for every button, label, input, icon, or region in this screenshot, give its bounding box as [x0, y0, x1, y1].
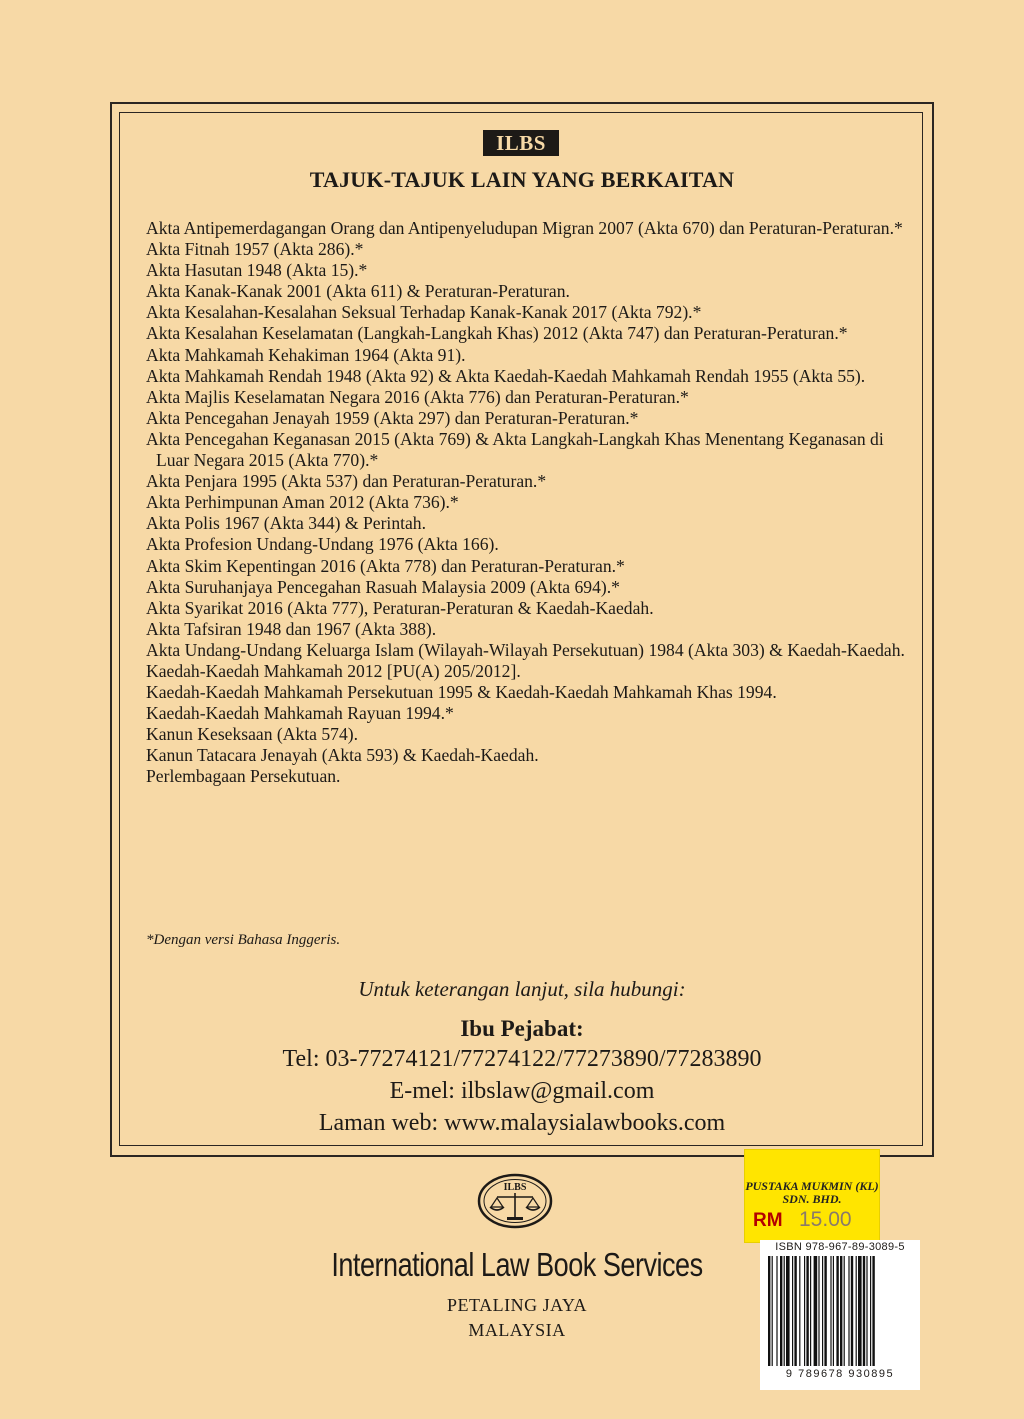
barcode-icon: [768, 1256, 912, 1366]
barcode-bar: [830, 1256, 831, 1366]
barcode-bar: [822, 1256, 823, 1366]
barcode-bar: [824, 1256, 826, 1366]
list-item: Kaedah-Kaedah Mahkamah 2012 [PU(A) 205/2012].: [146, 660, 521, 681]
barcode-bar: [768, 1256, 770, 1366]
barcode-bar: [833, 1256, 834, 1366]
list-item: Akta Mahkamah Rendah 1948 (Akta 92) & Akta Kaedah-Kaedah Mahkamah Rendah 1955 (Akta 55).: [146, 365, 866, 386]
barcode-bar: [818, 1256, 819, 1366]
sticker-shop-line2: SDN. BHD.: [782, 1192, 842, 1206]
sticker-price: 15.00: [799, 1208, 852, 1231]
list-item: Akta Tafsiran 1948 dan 1967 (Akta 388).: [146, 618, 437, 639]
related-titles-list: [146, 218, 906, 788]
list-item: Kanun Tatacara Jenayah (Akta 593) & Kaedah-Kaedah.: [146, 745, 539, 766]
contact-intro: Untuk keterangan lanjut, sila hubungi:: [358, 977, 686, 1001]
sticker-currency: RM: [753, 1210, 783, 1231]
list-item: Akta Kanak-Kanak 2001 (Akta 611) & Peraturan-Peraturan.: [146, 281, 570, 302]
list-item: Akta Kesalahan-Kesalahan Seksual Terhadap Kanak-Kanak 2017 (Akta 792).*: [146, 302, 702, 323]
barcode-bar: [866, 1256, 867, 1366]
list-item: Akta Penjara 1995 (Akta 537) dan Peraturan-Peraturan.*: [146, 471, 547, 492]
list-item: Akta Antipemerdagangan Orang dan Antipenyeludupan Migran 2007 (Akta 670) dan Peraturan-Peraturan.*: [146, 218, 903, 238]
list-item: Akta Majlis Keselamatan Negara 2016 (Akta 776) dan Peraturan-Peraturan.*: [146, 386, 689, 407]
price-sticker: [745, 1150, 879, 1242]
barcode-bar: [844, 1256, 845, 1366]
barcode-bar: [806, 1256, 808, 1366]
list-item: Perlembagaan Persekutuan.: [146, 766, 341, 787]
barcode-bar: [776, 1256, 777, 1366]
sticker-shop-name: [745, 1180, 879, 1206]
contact-telephone: Tel: 03-77274121/77274122/77273890/77283890: [282, 1046, 762, 1072]
barcode-bar: [836, 1256, 838, 1366]
barcode-bar: [794, 1256, 796, 1366]
list-item: Akta Kesalahan Keselamatan (Langkah-Langkah Khas) 2012 (Akta 747) dan Peraturan-Peraturan.*: [146, 323, 848, 344]
list-item: Akta Skim Kepentingan 2016 (Akta 778) dan Peraturan-Peraturan.*: [146, 555, 625, 576]
barcode-bar: [814, 1256, 818, 1366]
contact-email: E-mel: ilbslaw@gmail.com: [389, 1078, 655, 1104]
list-item: Akta Profesion Undang-Undang 1976 (Akta 166).: [146, 534, 499, 555]
barcode-bar: [784, 1256, 785, 1366]
list-item: Akta Undang-Undang Keluarga Islam (Wilayah-Wilayah Persekutuan) 1984 (Akta 303) & Kaedah-Kaedah.: [146, 639, 905, 660]
logo-text: ILBS: [503, 1182, 527, 1193]
sticker-shop-line1: PUSTAKA MUKMIN (KL): [745, 1179, 879, 1193]
list-item: Akta Perhimpunan Aman 2012 (Akta 736).*: [146, 492, 459, 513]
barcode-bar: [872, 1256, 874, 1366]
ilbs-badge: ILBS: [483, 130, 559, 156]
list-item: Akta Syarikat 2016 (Akta 777), Peraturan-Peraturan & Kaedah-Kaedah.: [146, 597, 654, 618]
list-item: Akta Polis 1967 (Akta 344) & Perintah.: [146, 513, 427, 534]
list-item: Akta Hasutan 1948 (Akta 15).*: [146, 260, 368, 281]
list-item: Kaedah-Kaedah Mahkamah Persekutuan 1995 & Kaedah-Kaedah Mahkamah Khas 1994.: [146, 682, 777, 703]
list-item: Akta Fitnah 1957 (Akta 286).*: [146, 239, 364, 260]
barcode-bar: [840, 1256, 842, 1366]
publisher-country: MALAYSIA: [468, 1320, 566, 1340]
barcode-bar: [810, 1256, 811, 1366]
publisher-name: International Law Book Services: [331, 1246, 703, 1283]
list-item: Akta Mahkamah Kehakiman 1964 (Akta 91).: [146, 344, 466, 365]
barcode-bar: [863, 1256, 865, 1366]
head-office-heading: Ibu Pejabat:: [460, 1016, 584, 1041]
english-version-footnote: *Dengan versi Bahasa Inggeris.: [146, 932, 341, 948]
list-item: Kaedah-Kaedah Mahkamah Rayuan 1994.*: [146, 703, 454, 724]
list-item: Kanun Keseksaan (Akta 574).: [146, 724, 359, 745]
list-item: Akta Pencegahan Jenayah 1959 (Akta 297) dan Peraturan-Peraturan.*: [146, 407, 639, 428]
barcode-bar: [792, 1256, 793, 1366]
list-item: Akta Suruhanjaya Pencegahan Rasuah Malaysia 2009 (Akta 694).*: [146, 576, 620, 597]
barcode-bar: [799, 1256, 800, 1366]
barcode-bar: [851, 1256, 853, 1366]
ilbs-scales-logo-icon: [477, 1173, 553, 1229]
related-titles-heading: TAJUK-TAJUK LAIN YANG BERKAITAN: [309, 167, 735, 192]
barcode-bar: [856, 1256, 857, 1366]
barcode-bar: [858, 1256, 862, 1366]
contact-website: Laman web: www.malaysialawbooks.com: [318, 1110, 726, 1136]
barcode-bar: [870, 1256, 871, 1366]
isbn-barcode-block: [760, 1240, 920, 1390]
barcode-bar: [848, 1256, 849, 1366]
barcode-bar: [772, 1256, 773, 1366]
barcode-digits: 9 789678 930895: [785, 1368, 895, 1380]
list-item: Akta Pencegahan Keganasan 2015 (Akta 769) & Akta Langkah-Langkah Khas Menentang Keganasan di Luar Negara 2015 (Akta 770).*: [146, 428, 884, 471]
publisher-city: PETALING JAYA: [447, 1295, 587, 1315]
barcode-bar: [804, 1256, 805, 1366]
barcode-bar: [780, 1256, 782, 1366]
barcode-bar: [786, 1256, 790, 1366]
isbn-label: ISBN 978-967-89-3089-5: [775, 1241, 905, 1253]
